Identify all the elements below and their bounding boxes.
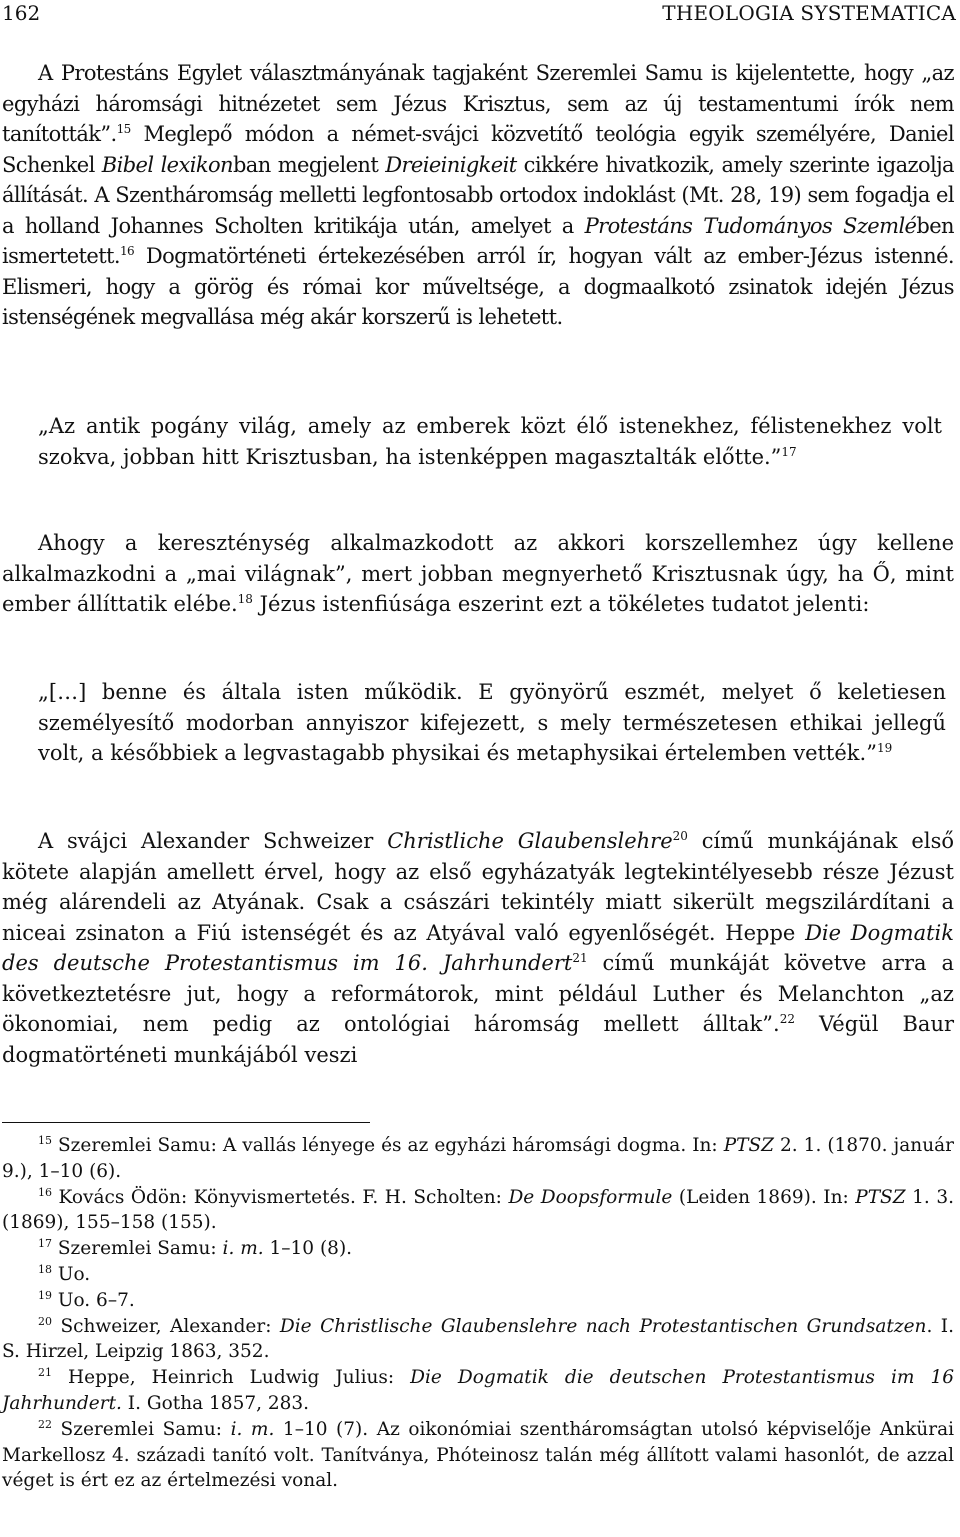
block-quote-2-wrap: [2, 677, 954, 769]
title-protestans-tudomanyos-szemle: Protestáns Tudományos Szemlé: [584, 213, 917, 238]
footnote-text: Schweizer, Alexander:: [52, 1315, 280, 1337]
footnote-text: Uo.: [52, 1263, 91, 1285]
footnote-ref-20[interactable]: 20: [672, 829, 688, 843]
footnote-text: 2. 1. (1870. január 9.), 1–10 (6).: [2, 1135, 954, 1182]
p1-text-f: Dogmatörténeti értekezésében arról ír, hogyan vált az ember-Jézus istenné. Elismeri, hogy a görög és római kor műveltsége, a dogmaalkotó zsinatok idején Jézus istenségének megvallása még akár korszerű is lehetett.: [2, 244, 954, 329]
footnote-number: 19: [38, 1288, 52, 1302]
running-title: THEOLOGIA SYSTEMATICA: [662, 1, 956, 25]
footnote-22: [2, 1417, 954, 1494]
footnote-number: 18: [38, 1262, 52, 1276]
p2-text-a: Ahogy a kereszténység alkalmazkodott az akkori korszellemhez úgy kellene alkalmazkodni a „mai világnak”, mert jobban megnyerhető Krisztusnak úgy, ha Ő, mint ember állíttatik elébe.: [2, 531, 954, 616]
footnote-number: 15: [38, 1133, 52, 1147]
p2-text-b: Jézus istenfiúsága eszerint ezt a tökéletes tudatot jelenti:: [252, 592, 870, 616]
paragraph-2: [2, 528, 954, 620]
block-quote-1-wrap: [2, 411, 954, 472]
footnote-text: 1–10 (8).: [263, 1238, 353, 1260]
footnote-text: 1–10 (7). Az oikonómiai szentháromságtan utolsó képviselője Ankürai Markellosz 4. századi tanító volt. Tanítványa, Phóteinosz talán még állított valami hasonlót, de azzal véget is ért ez az értelmezési vonal.: [2, 1418, 955, 1492]
footnote-17: [2, 1236, 954, 1262]
footnote-ref-17[interactable]: 17: [781, 444, 797, 459]
footnote-italic: i. m.: [230, 1418, 275, 1440]
quote1-text: „Az antik pogány világ, amely az emberek közt élő istenekhez, félistenekhez volt szokva, jobban hitt Krisztusban, ha istenképpen magasztalták előtte.”: [38, 414, 942, 469]
footnote-ref-22[interactable]: 22: [779, 1012, 795, 1026]
footnote-number: 17: [38, 1237, 52, 1251]
footnote-text: Szeremlei Samu: A vallás lényege és az egyházi háromsági dogma. In:: [52, 1135, 724, 1156]
paragraph-2-wrap: [2, 528, 954, 620]
footnote-number: 16: [38, 1185, 52, 1199]
footnote-italic: i. m.: [222, 1238, 264, 1260]
footnote-text: Uo. 6–7.: [52, 1289, 135, 1311]
footnote-text: Szeremlei Samu:: [52, 1238, 223, 1260]
p1-text-d: cikkére hivatkozik, amely szerinte igazolja állítását. A Szentháromság melletti legfontosabb ortodox indoklást (Mt. 28, 19) sem fogadja el a holland Johannes Scholten kritikája után, amelyet a: [2, 152, 954, 238]
footnote-ref-15[interactable]: 15: [116, 122, 131, 136]
footnote-ref-21[interactable]: 21: [572, 951, 588, 965]
footnotes: [2, 1133, 954, 1494]
body-text: [2, 58, 954, 333]
running-header: [0, 0, 960, 26]
block-quote-1: [2, 411, 954, 472]
footnote-text: Kovács Ödön: Könyvismertetés. F. H. Scholten:: [52, 1186, 509, 1208]
footnote-text: (Leiden 1869). In:: [672, 1186, 856, 1208]
quote2-text: „[…] benne és általa isten működik. E gyönyörű eszmét, melyet ő keletiesen személyesítő modorban annyiszor kifejezett, s mely természetesen ethikai jellegű volt, a későbbiek a legvastagabb physikai és metaphysikai értelemben vették.”: [38, 680, 946, 765]
footnote-18: [2, 1262, 954, 1288]
title-dreieinigkeit: Dreieinigkeit: [385, 152, 517, 177]
footnote-text: 1. 3. (1869), 155–158 (155).: [2, 1186, 954, 1234]
title-die-dogmatik: Die Dogmatik des deutsche Protestantismus im 16. Jahrhundert: [2, 920, 954, 975]
p3-text-c: című munkáját követve arra a következtetésre jut, hogy a reformátorok, mint például Luther és Melanchton „az ökonomiai, nem pedig az ontológiai háromság mellett álltak”.: [2, 951, 955, 1036]
p1-text-c: ban megjelent: [232, 152, 386, 177]
title-christliche-glaubenslehre: Christliche Glaubenslehre: [387, 829, 673, 853]
block-quote-2: [2, 677, 954, 769]
footnote-text: I. Gotha 1857, 283.: [121, 1392, 310, 1414]
footnote-20: [2, 1314, 954, 1366]
p3-text-b: című munkájának első kötete alapján amellett érvel, hogy az első egyházatyák legtekintélyesebb része Jézust még alárendeli az Atyának. Csak a császári tekintély miatt sikerült megszilárdítani a niceai zsinaton a Fiú istenségét és az Atyával való egyenlőségét. Heppe: [2, 829, 954, 945]
p1-text-e: ben ismertetett.: [2, 213, 954, 268]
footnote-ref-19[interactable]: 19: [876, 741, 893, 755]
footnote-divider: [2, 1122, 370, 1123]
title-bibel-lexikon: Bibel lexikon: [101, 152, 233, 177]
footnote-number: 22: [38, 1417, 52, 1431]
paragraph-1: [2, 58, 954, 333]
footnote-italic: PTSZ: [723, 1135, 775, 1156]
p1-text-b: Meglepő módon a német-svájci közvetítő teológia egyik személyére, Daniel Schenkel: [2, 122, 954, 177]
footnote-text: . I. S. Hirzel, Leipzig 1863, 352.: [2, 1315, 954, 1363]
footnote-ref-18[interactable]: 18: [237, 592, 253, 606]
footnote-number: 20: [38, 1314, 52, 1328]
footnote-16: [2, 1185, 954, 1237]
p3-text-a: A svájci Alexander Schweizer: [38, 829, 388, 853]
p3-text-d: Végül Baur dogmatörténeti munkájából veszi: [2, 1012, 955, 1067]
footnote-21: [2, 1365, 954, 1417]
footnote-ref-16[interactable]: 16: [119, 244, 135, 258]
paragraph-3: [2, 826, 954, 1070]
footnote-text: Heppe, Heinrich Ludwig Julius:: [52, 1367, 411, 1389]
footnote-italic: PTSZ: [855, 1186, 906, 1208]
footnote-15: [2, 1133, 954, 1185]
footnote-19: [2, 1288, 954, 1314]
paragraph-3-wrap: [2, 826, 954, 1070]
footnote-number: 21: [38, 1366, 52, 1380]
p1-text-a: A Protestáns Egylet választmányának tagjaként Szeremlei Samu is kijelentette, hogy „az egyházi háromsági hitnézetet sem Jézus Krisztus, sem az új testamentumi írók nem tanították”.: [2, 61, 954, 146]
footnote-text: Szeremlei Samu:: [52, 1418, 231, 1440]
footnote-italic: Die Dogmatik die deutschen Protestantismus im 16 Jahrhundert.: [2, 1367, 954, 1414]
footnote-italic: Die Christlische Glaubenslehre nach Protestantischen Grundsatzen: [279, 1315, 927, 1337]
footnote-italic: De Doopsformule: [508, 1186, 673, 1208]
page-number: 162: [2, 1, 41, 25]
